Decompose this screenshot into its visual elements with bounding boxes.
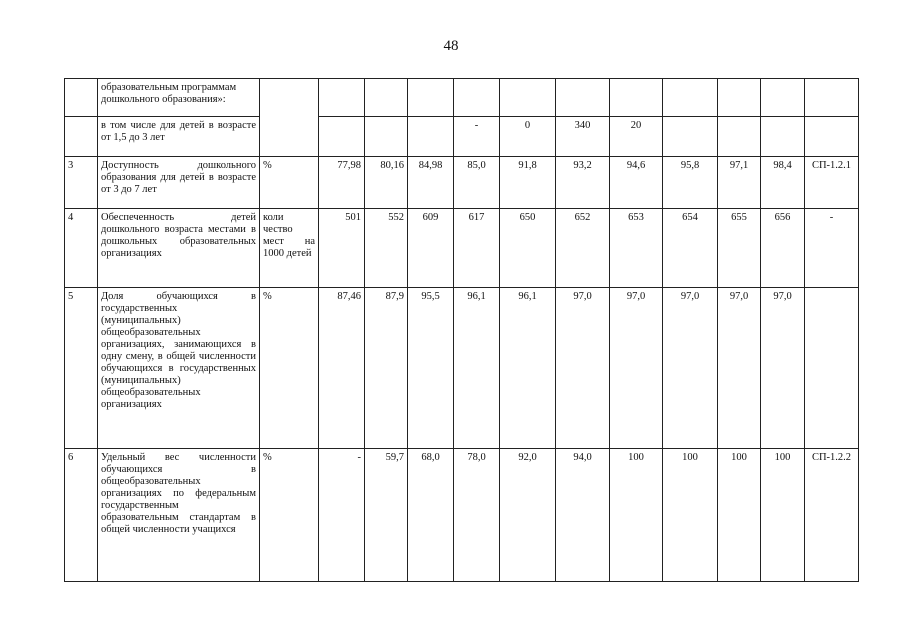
value-cell: 68,0 (408, 449, 454, 582)
value-cell: 96,1 (500, 288, 556, 449)
row-number: 3 (65, 157, 98, 209)
value-cell: 85,0 (454, 157, 500, 209)
value-cell: 87,46 (319, 288, 365, 449)
value-cell: 100 (761, 449, 805, 582)
value-cell (610, 79, 663, 117)
value-cell: 100 (718, 449, 761, 582)
value-cell: 95,5 (408, 288, 454, 449)
value-cell: 652 (556, 209, 610, 288)
reference-cell (805, 79, 859, 117)
value-cell: 654 (663, 209, 718, 288)
value-cell (718, 117, 761, 157)
value-cell: 77,98 (319, 157, 365, 209)
indicator-name: Доля обучающихся в государственных (муниципальных) общеобразовательных организациях, занимающихся в одну смену, в общей численности обучающихся в государственных (муниципальных) общеобразовательных организациях (98, 288, 260, 449)
value-cell: 0 (500, 117, 556, 157)
table-row (65, 449, 859, 582)
value-cell (718, 79, 761, 117)
value-cell (761, 79, 805, 117)
value-cell: 609 (408, 209, 454, 288)
value-cell: - (454, 117, 500, 157)
table-row (65, 157, 859, 209)
reference-cell: СП-1.2.2 (805, 449, 859, 582)
value-cell: 93,2 (556, 157, 610, 209)
value-cell: 501 (319, 209, 365, 288)
page-number: 48 (443, 38, 459, 54)
value-cell (454, 79, 500, 117)
value-cell: 97,0 (718, 288, 761, 449)
value-cell (408, 117, 454, 157)
value-cell: 340 (556, 117, 610, 157)
value-cell: 97,1 (718, 157, 761, 209)
reference-cell (805, 117, 859, 157)
table-row (65, 209, 859, 288)
reference-cell (805, 288, 859, 449)
indicator-name: в том числе для детей в возрасте от 1,5 до 3 лет (98, 117, 260, 157)
indicator-unit: % (260, 157, 319, 209)
indicator-unit (260, 79, 319, 157)
value-cell: 94,6 (610, 157, 663, 209)
value-cell: 59,7 (365, 449, 408, 582)
value-cell: 617 (454, 209, 500, 288)
value-cell: 94,0 (556, 449, 610, 582)
indicator-unit: % (260, 288, 319, 449)
table-row (65, 288, 859, 449)
value-cell: 80,16 (365, 157, 408, 209)
value-cell: 78,0 (454, 449, 500, 582)
value-cell: 97,0 (761, 288, 805, 449)
row-number: 6 (65, 449, 98, 582)
value-cell (319, 117, 365, 157)
value-cell: 100 (663, 449, 718, 582)
value-cell: 87,9 (365, 288, 408, 449)
value-cell: 96,1 (454, 288, 500, 449)
value-cell (761, 117, 805, 157)
value-cell (408, 79, 454, 117)
value-cell: 552 (365, 209, 408, 288)
row-number: 5 (65, 288, 98, 449)
indicator-name: Удельный вес численности обучающихся в общеобразовательных организациях по федеральным государственным образовательным стандартам в общей численности учащихся (98, 449, 260, 582)
value-cell (556, 79, 610, 117)
row-number: 4 (65, 209, 98, 288)
value-cell (663, 117, 718, 157)
indicator-unit: коли чество мест на 1000 детей (260, 209, 319, 288)
reference-cell: - (805, 209, 859, 288)
indicator-name: Обеспеченность детей дошкольного возраста местами в дошкольных образовательных организациях (98, 209, 260, 288)
value-cell: 656 (761, 209, 805, 288)
value-cell: 98,4 (761, 157, 805, 209)
table-row (65, 79, 859, 117)
value-cell: 84,98 (408, 157, 454, 209)
row-number (65, 117, 98, 157)
value-cell: 655 (718, 209, 761, 288)
value-cell: 100 (610, 449, 663, 582)
value-cell: 97,0 (610, 288, 663, 449)
table-row (65, 117, 859, 157)
value-cell (319, 79, 365, 117)
value-cell: - (319, 449, 365, 582)
value-cell (663, 79, 718, 117)
indicators-table (64, 78, 859, 582)
indicator-unit: % (260, 449, 319, 582)
row-number (65, 79, 98, 117)
indicator-name: Доступность дошкольного образования для детей в возрасте от 3 до 7 лет (98, 157, 260, 209)
value-cell: 92,0 (500, 449, 556, 582)
value-cell: 650 (500, 209, 556, 288)
value-cell: 20 (610, 117, 663, 157)
value-cell (365, 117, 408, 157)
reference-cell: СП-1.2.1 (805, 157, 859, 209)
value-cell (365, 79, 408, 117)
value-cell: 653 (610, 209, 663, 288)
indicator-name: образовательным программам дошкольного образования»: (98, 79, 260, 117)
value-cell: 97,0 (663, 288, 718, 449)
value-cell: 95,8 (663, 157, 718, 209)
value-cell: 97,0 (556, 288, 610, 449)
value-cell: 91,8 (500, 157, 556, 209)
value-cell (500, 79, 556, 117)
